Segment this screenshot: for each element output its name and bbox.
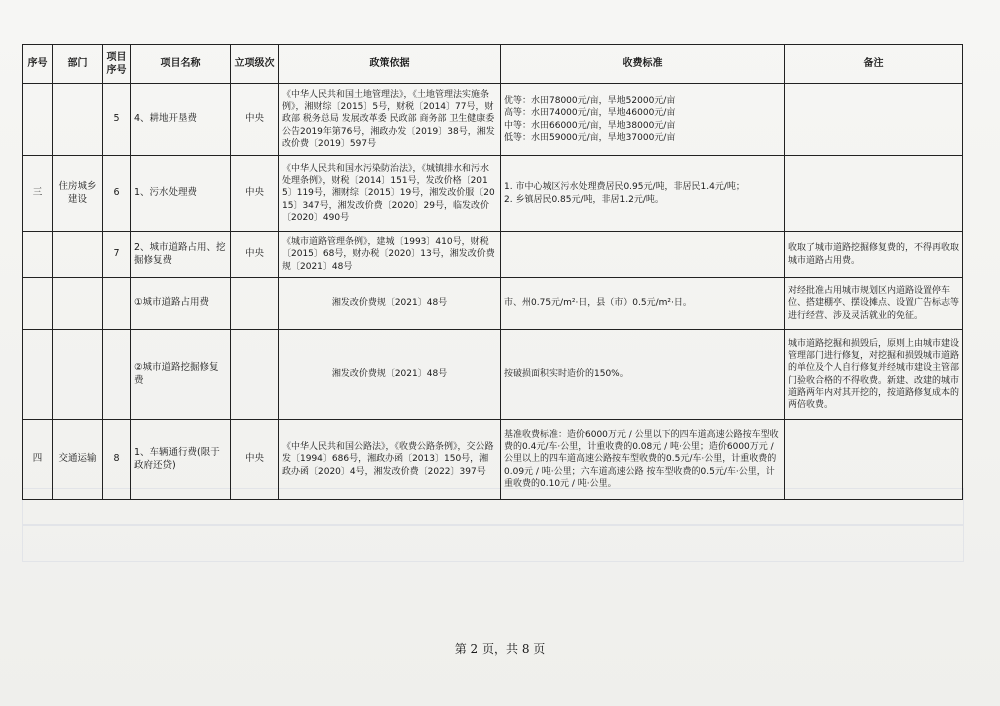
cell-note (785, 84, 963, 156)
standard-line: 基准收费标准：造价6000万元 / 公里以下的四车道高速公路按车型收费的0.4元/车·公里，计重收费的0.08元 / 吨·公里；造价6000万元 / 公里以上的四车道高速公路按车型收费的0.5元/车·公里，计重收费的0.09元 / 吨·公里；六车道高速公路 按车型收费的0.5元/车·公里，计重收费的0.10元 / 吨·公里。 (504, 430, 779, 489)
cell-dept (53, 330, 103, 420)
cell-level (231, 330, 279, 420)
standard-line: 优等：水田78000元/亩，旱地52000元/亩 (504, 96, 676, 107)
cell-level (231, 278, 279, 330)
cell-item-seq: 6 (103, 156, 131, 232)
header-basis: 政策依据 (279, 45, 501, 84)
cell-level: 中央 (231, 84, 279, 156)
standard-line: 中等：水田66000元/亩，旱地38000元/亩 (504, 120, 676, 131)
cell-seq (23, 330, 53, 420)
cell-note: 城市道路挖掘和损毁后，原则上由城市建设管理部门进行修复，对挖掘和损毁城市道路的单位及个人自行修复并经城市建设主管部门验收合格的不得收费。新建、改建的城市道路两年内对其开挖的，按道路修复成本的两倍收费。 (785, 330, 963, 420)
fee-table (22, 44, 963, 500)
standard-line: 低等：水田59000元/亩，旱地37000元/亩 (504, 132, 676, 143)
cell-basis: 《中华人民共和国土地管理法》，《土地管理法实施条例》，湘财综〔2015〕5号，财税〔2014〕77号，财政部 税务总局 发展改革委 民政部 商务部 卫生健康委公告2019年第76号，湘政办发〔2019〕38号，湘发改价费〔2019〕597号 (279, 84, 501, 156)
cell-item-name: 2、城市道路占用、挖掘修复费 (131, 232, 231, 278)
cell-dept: 住房城乡建设 (53, 156, 103, 232)
cell-standard (501, 84, 785, 156)
standard-line: 按破损面积实时造价的150%。 (504, 369, 629, 380)
cell-dept (53, 232, 103, 278)
cell-seq: 四 (23, 420, 53, 500)
cell-standard (501, 232, 785, 278)
cell-level: 中央 (231, 420, 279, 500)
header-item-seq: 项目序号 (103, 45, 131, 84)
cell-item-name: 1、车辆通行费(限于政府还贷) (131, 420, 231, 500)
cell-item-name: 4、耕地开垦费 (131, 84, 231, 156)
table-row (23, 84, 963, 156)
ghost-band (22, 524, 964, 562)
cell-item-seq: 7 (103, 232, 131, 278)
table-row (23, 278, 963, 330)
header-dept: 部门 (53, 45, 103, 84)
table-row (23, 232, 963, 278)
cell-note (785, 156, 963, 232)
header-seq: 序号 (23, 45, 53, 84)
standard-line: 高等：水田74000元/亩，旱地46000元/亩 (504, 108, 676, 119)
cell-basis: 湘发改价费规〔2021〕48号 (279, 330, 501, 420)
cell-standard (501, 156, 785, 232)
table-row (23, 330, 963, 420)
cell-item-seq: 8 (103, 420, 131, 500)
cell-item-seq: 5 (103, 84, 131, 156)
page-number: 第 2 页，共 8 页 (454, 642, 546, 656)
table-row (23, 156, 963, 232)
cell-basis: 《中华人民共和国公路法》，《收费公路条例》，交公路发〔1994〕686号，湘政办函〔2013〕150号，湘政办函〔2020〕4号，湘发改价费〔2022〕397号 (279, 420, 501, 500)
cell-item-name: ①城市道路占用费 (131, 278, 231, 330)
cell-dept (53, 84, 103, 156)
cell-seq (23, 84, 53, 156)
standard-line: 市、州0.75元/m²·日，县（市）0.5元/m²·日。 (504, 298, 692, 309)
cell-standard (501, 278, 785, 330)
cell-seq: 三 (23, 156, 53, 232)
cell-standard (501, 420, 785, 500)
header-item-name: 项目名称 (131, 45, 231, 84)
cell-note (785, 420, 963, 500)
cell-basis: 《中华人民共和国水污染防治法》，《城镇排水和污水处理条例》，财税〔2014〕151号，发改价格〔2015〕119号，湘财综〔2015〕19号，湘发改价服〔2015〕347号，湘发改价费〔2020〕29号，临发改价〔2020〕490号 (279, 156, 501, 232)
cell-basis: 《城市道路管理条例》，建城〔1993〕410号，财税〔2015〕68号，财办税〔2020〕13号，湘发改价费规〔2021〕48号 (279, 232, 501, 278)
header-standard: 收费标准 (501, 45, 785, 84)
cell-note: 对经批准占用城市规划区内道路设置停车位、搭建棚亭、摆设摊点、设置广告标志等进行经营、涉及灵活就业的免征。 (785, 278, 963, 330)
cell-seq (23, 278, 53, 330)
table-row (23, 420, 963, 500)
cell-level: 中央 (231, 156, 279, 232)
cell-seq (23, 232, 53, 278)
header-note: 备注 (785, 45, 963, 84)
cell-item-name: 1、污水处理费 (131, 156, 231, 232)
standard-line: 2. 乡镇居民0.85元/吨，非居1.2元/吨。 (504, 194, 664, 205)
cell-level: 中央 (231, 232, 279, 278)
cell-item-name: ②城市道路挖掘修复费 (131, 330, 231, 420)
table-header-row (23, 45, 963, 84)
header-level: 立项级次 (231, 45, 279, 84)
cell-dept (53, 278, 103, 330)
cell-note: 收取了城市道路挖掘修复费的，不得再收取城市道路占用费。 (785, 232, 963, 278)
cell-standard (501, 330, 785, 420)
cell-item-seq (103, 330, 131, 420)
standard-line: 1. 市中心城区污水处理费居民0.95元/吨，非居民1.4元/吨； (504, 182, 745, 193)
cell-item-seq (103, 278, 131, 330)
cell-basis: 湘发改价费规〔2021〕48号 (279, 278, 501, 330)
cell-dept: 交通运输 (53, 420, 103, 500)
